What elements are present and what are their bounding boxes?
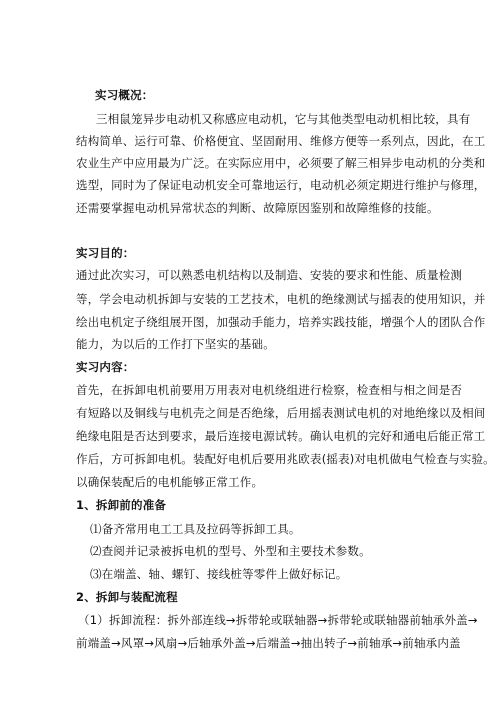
- section1-item: ⑴备齐常用电工工具及拉码等拆卸工具。: [90, 522, 301, 536]
- overview-line: 选型，同时为了保证电动机安全可靠地运行，电动机必须定期进行维护与修理，: [76, 178, 486, 192]
- section1-item: ⑵查阅并记录被拆电机的型号、外型和主要技术参数。: [90, 544, 371, 558]
- overview-line: 还需要掌握电动机异常状态的判断、故障原因鉴别和故障维修的技能。: [76, 201, 439, 215]
- purpose-line: 能力，为以后的工作打下坚实的基础。: [76, 337, 275, 351]
- content-line: 以确保装配后的电机能够正常工作。: [76, 475, 264, 489]
- overview-line: 结构简单、运行可靠、价格便宜、坚固耐用、维修方便等一系列点，因此，在工: [76, 134, 486, 148]
- purpose-line: 等，学会电动机拆卸与安装的工艺技术，电机的绝缘测试与摇表的使用知识，并: [76, 292, 486, 306]
- section2-heading: 2、拆卸与装配流程: [76, 590, 178, 604]
- overview-heading: 实习概况：: [95, 88, 154, 102]
- content-line: 有短路以及铜线与电机壳之间是否绝缘，后用摇表测试电机的对地绝缘以及相间: [76, 406, 486, 420]
- section1-item: ⑶在端盖、轴、螺钉、接线桩等零件上做好标记。: [90, 567, 348, 581]
- section2-line: 前端盖→风罩→风扇→后轴承外盖→后端盖→抽出转子→前轴承→前轴承内盖: [76, 636, 461, 650]
- overview-line: 三相鼠笼异步电动机又称感应电动机，它与其他类型电动机相比较，具有: [96, 112, 471, 126]
- purpose-line: 绘出电机定子绕组展开图，加强动手能力，培养实践技能，增强个人的团队合作: [76, 315, 486, 329]
- section2-line: （1）拆卸流程：拆外部连线→拆带轮或联轴器→拆带轮或联轴器前轴承外盖→: [78, 613, 478, 627]
- overview-line: 农业生产中应用最为广泛。在实际应用中，必须要了解三相异步电动机的分类和: [76, 156, 486, 170]
- purpose-line: 通过此次实习，可以熟悉电机结构以及制造、安装的要求和性能、质量检测: [76, 268, 463, 282]
- purpose-heading: 实习目的：: [76, 246, 135, 260]
- content-line: 首先，在拆卸电机前要用万用表对电机绕组进行检察，检查相与相之间是否: [76, 383, 463, 397]
- content-heading: 实习内容：: [76, 360, 135, 374]
- content-line: 作后，方可拆卸电机。装配好电机后要用兆欧表(摇表)对电机做电气检查与实验。: [76, 452, 495, 466]
- section1-heading: 1、拆卸前的准备: [76, 498, 167, 512]
- content-line: 绝缘电阻是否达到要求，最后连接电源试转。确认电机的完好和通电后能正常工: [76, 429, 486, 443]
